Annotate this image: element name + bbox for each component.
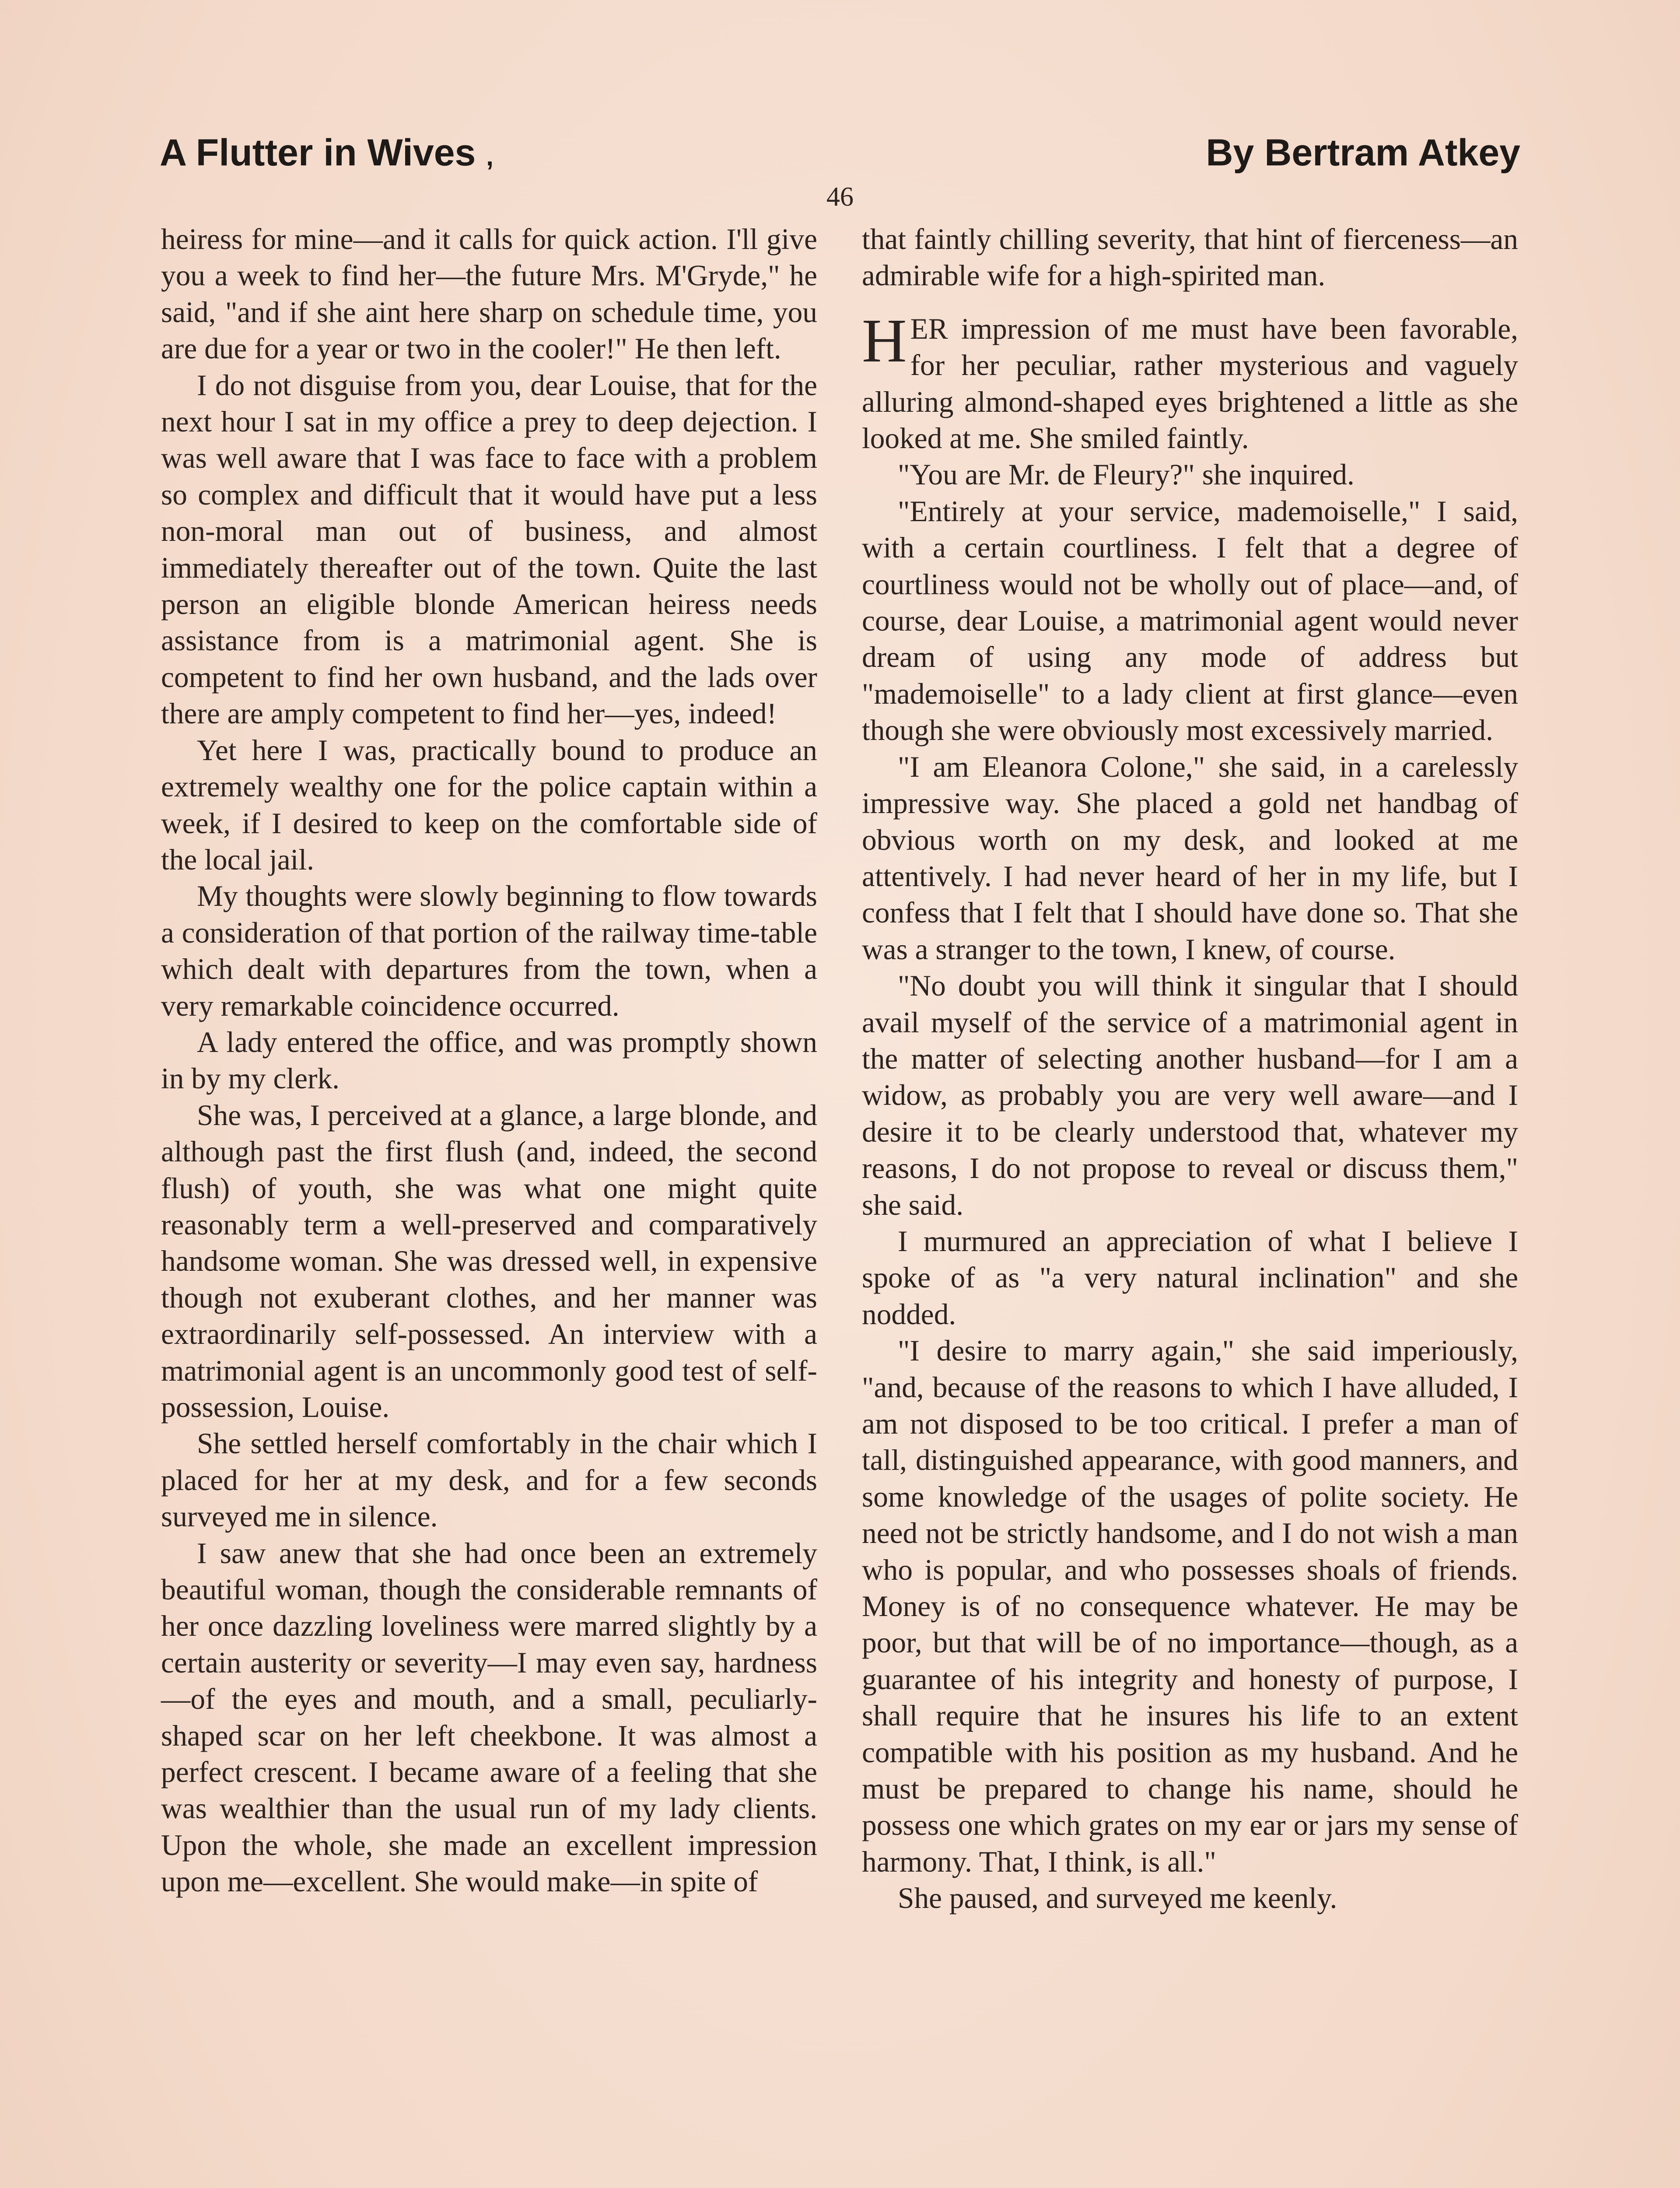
paragraph: She paused, and surveyed me keenly. [898,1882,1337,1915]
paragraph: A lady entered the office, and was promptly shown in by my clerk. [161,1025,817,1095]
paragraph: Yet here I was, practically bound to produce an extremely wealthy one for the police captain within a week, if I desired to keep on the comfortable side of the local jail. [161,733,817,876]
paragraph: "You are Mr. de Fleury?" she inquired. [898,458,1354,491]
paragraph: "Entirely at your service, mademoiselle," I said, with a certain courtliness. I felt that a degree of courtliness would not be wholly out of place—and, of course, dear Louise, a matrimonial agent would never dream of using any mode of address but "mademoiselle" to a lady client at first glance—even though she were obviously most excessively married. [862,494,1518,747]
title-stray-mark: , [486,142,494,171]
paragraph: She settled herself comfortably in the chair which I placed for her at my desk, and for a few seconds surveyed me in silence. [161,1427,817,1533]
paragraph: I murmured an appreciation of what I believe I spoke of as "a very natural inclination" and she nodded. [862,1224,1518,1331]
story-title: A Flutter in Wives , [160,132,494,174]
paragraph: My thoughts were slowly beginning to flow towards a consideration of that portion of the railway time-table which dealt with departures from the town, when a very remarkable coincidence occurred. [161,880,817,1022]
paragraph: I do not disguise from you, dear Louise, that for the next hour I sat in my office a prey to deep dejection. I was well aware that I was face to face with a problem so complex and difficult that it would have put a less non-moral man out of business, and almost immediately thereafter out of the town. Quite the last person an eligible blonde American heiress needs assistance from is a matrimonial agent. She is competent to find her own husband, and the lads over there are amply competent to find her—yes, indeed! [161,368,817,730]
paragraph: that faintly chilling severity, that hint of fierceness—an admirable wife for a high-spirited man. [862,223,1518,292]
author-byline: By Bertram Atkey [1206,132,1520,174]
paragraph: She was, I perceived at a glance, a large blonde, and although past the first flush (and, indeed, the second flush) of youth, she was what one might quite reasonably term a well-preserved and comparatively handsome woman. She was dressed well, in expensive though not exuberant clothes, and her manner was extraordinarily self-possessed. An interview with a matrimonial agent is an uncommonly good test of self-possession, Louise. [161,1098,817,1424]
page-number: 46 [826,182,854,212]
left-column [161,221,817,1900]
right-column [862,221,1518,1917]
paragraph: "I am Eleanora Colone," she said, in a carelessly impressive way. She placed a gold net handbag of obvious worth on my desk, and looked at me attentively. I had never heard of her in my life, but I confess that I felt that I should have done so. That she was a stranger to the town, I knew, of course. [862,750,1518,966]
running-header [160,131,1520,179]
paragraph: "No doubt you will think it singular that I should avail myself of the service of a matrimonial agent in the matter of selecting another husband—for I am a widow, as probably you are very well aware—and I desire it to be clearly understood that, whatever my reasons, I do not propose to reveal or discuss them," she said. [862,969,1518,1221]
paragraph: heiress for mine—and it calls for quick action. I'll give you a week to find her—the future Mrs. M'Gryde," he said, "and if she aint here sharp on schedule time, you are due for a year or two in the cooler!" He then left. [161,223,817,365]
paragraph-text: ER impression of me must have been favorable, for her peculiar, rather mysterious and vaguely alluring almond-shaped eyes brightened a little as she looked at me. She smiled faintly. [862,312,1518,455]
paragraph: I saw anew that she had once been an extremely beautiful woman, though the considerable remnants of her once dazzling loveliness were marred slightly by a certain austerity or severity—I may even say, hardness—of the eyes and mouth, and a small, peculiarly-shaped scar on her left cheekbone. It was almost a perfect crescent. I became aware of a feeling that she was wealthier than the usual run of my lady clients. Upon the whole, she made an excellent impression upon me—excellent. She would make—in spite of [161,1536,817,1898]
drop-cap-paragraph [862,305,1518,457]
paragraph: "I desire to marry again," she said imperiously, "and, because of the reasons to which I have alluded, I am not disposed to be too critical. I prefer a man of tall, distinguished appearance, with good manners, and some knowledge of the usages of polite society. He need not be strictly handsome, and I do not wish a man who is popular, and who possesses shoals of friends. Money is of no consequence whatever. He may be poor, but that will be of no importance—though, as a guarantee of his integrity and honesty of purpose, I shall require that he insures his life to an extent compatible with his position as my husband. And he must be prepared to change his name, should he possess one which grates on my ear or jars my sense of harmony. That, I think, is all." [862,1334,1518,1878]
drop-cap: H [862,305,907,375]
